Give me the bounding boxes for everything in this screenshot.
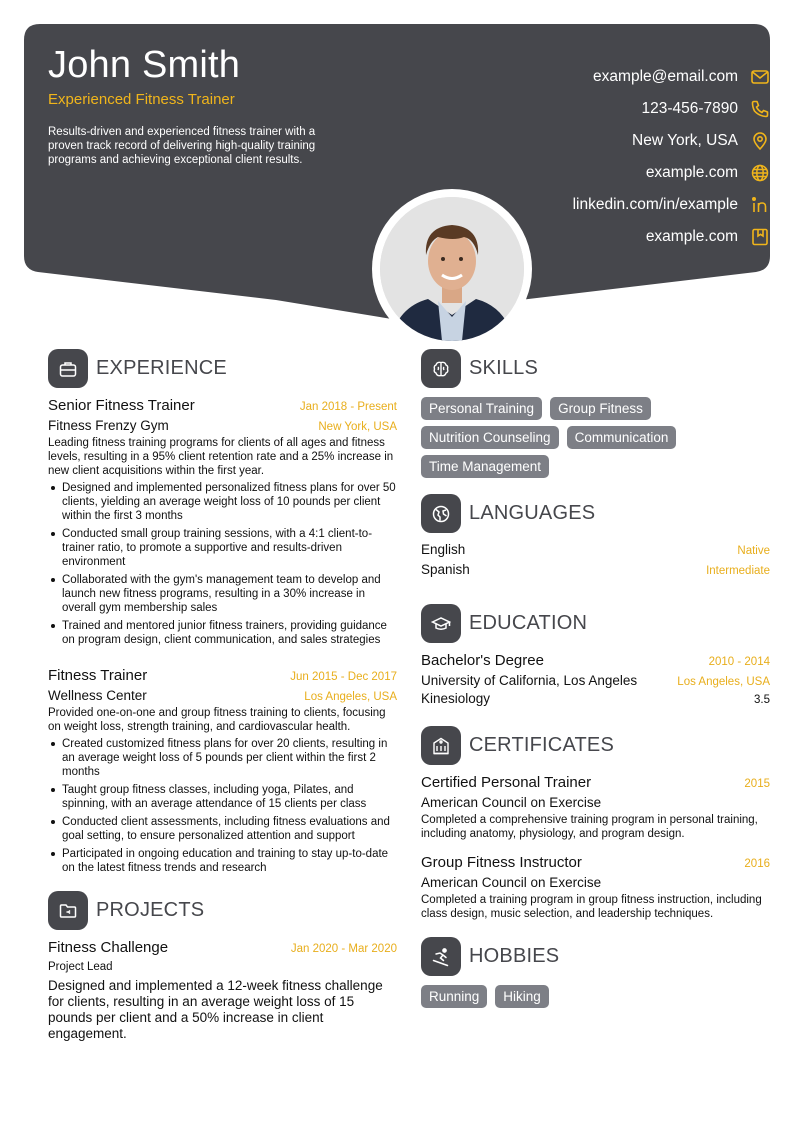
certificate-item (421, 774, 770, 841)
profile-photo-frame (372, 189, 532, 349)
institution-icon (421, 726, 461, 765)
brain-icon (421, 349, 461, 388)
certificates-title: CERTIFICATES (469, 734, 615, 756)
location-pin-icon (750, 131, 770, 151)
bullet-item: Participated in ongoing education and training to stay up-to-date on the latest fitness trends and research (48, 847, 397, 875)
briefcase-icon (48, 349, 88, 388)
certificate-description: Completed a comprehensive training program in personal training, including anatomy, physiology, and program design. (421, 814, 758, 840)
projects-header (48, 891, 397, 930)
language-level: Intermediate (706, 565, 770, 577)
phone-icon (750, 99, 770, 119)
contact-website-text[interactable]: example.com (645, 164, 738, 181)
skiing-icon (421, 937, 461, 976)
project-name: Fitness Challenge (48, 939, 169, 956)
contact-location (450, 125, 770, 157)
globe-icon (750, 163, 770, 183)
hobby-tag: Hiking (495, 985, 549, 1008)
contact-portfolio-text[interactable]: example.com (645, 228, 738, 245)
skill-tag: Group Fitness (550, 397, 651, 420)
profile-photo (380, 197, 524, 341)
linkedin-icon (750, 195, 770, 215)
hobbies-header (421, 937, 770, 976)
contact-phone[interactable] (450, 93, 770, 125)
hobbies-tags (421, 985, 770, 1014)
contact-linkedin-text[interactable]: linkedin.com/in/example (572, 196, 738, 213)
bullet-item: Created customized fitness plans for over 20 clients, resulting in an average weight loss of 5 pounds per client within the first 2 months (48, 737, 397, 779)
experience-item (48, 667, 397, 875)
experience-header (48, 349, 397, 388)
certificate-name: Certified Personal Trainer (421, 774, 592, 791)
education-item (421, 652, 770, 706)
experience-title: EXPERIENCE (96, 357, 227, 379)
bullet-item: Designed and implemented personalized fitness plans for over 50 clients, yielding an average weight loss of 10 pounds per client within the first 3 months (48, 481, 397, 523)
job-location: Los Angeles, USA (304, 691, 397, 703)
job-role: Senior Fitness Trainer (48, 397, 195, 414)
certificate-issuer: American Council on Exercise (421, 795, 602, 810)
language-row (421, 542, 770, 562)
candidate-name: John Smith (48, 44, 241, 86)
job-date: Jan 2018 - Present (299, 401, 397, 413)
job-bullets (48, 481, 397, 647)
languages-header (421, 494, 770, 533)
skill-tag: Nutrition Counseling (421, 426, 559, 449)
job-description: Leading fitness training programs for clients of all ages and fitness levels, resulting in a 95% client retention rate and a 25% increase in new client acquisitions within the first year. (48, 437, 394, 477)
field-of-study: Kinesiology (421, 691, 491, 706)
language-name: English (421, 542, 466, 557)
certificate-date: 2016 (744, 858, 770, 870)
skill-tag: Time Management (421, 455, 549, 478)
contact-email-text[interactable]: example@email.com (593, 68, 738, 85)
experience-item (48, 397, 397, 647)
bullet-item: Taught group fitness classes, including yoga, Pilates, and spinning, with an average attendance of 15 clients per class (48, 783, 397, 811)
project-role: Project Lead (48, 961, 113, 973)
bookmark-icon (750, 227, 770, 247)
skills-header (421, 349, 770, 388)
skill-tag: Personal Training (421, 397, 542, 420)
bullet-item: Trained and mentored junior fitness trainers, providing guidance on program design, client communication, and sales strategies (48, 619, 397, 647)
education-header (421, 604, 770, 643)
hobbies-title: HOBBIES (469, 945, 560, 967)
job-company: Fitness Frenzy Gym (48, 418, 169, 433)
language-icon (421, 494, 461, 533)
contact-location-text: New York, USA (632, 132, 738, 149)
languages-title: LANGUAGES (469, 502, 596, 524)
contact-phone-text[interactable]: 123-456-7890 (641, 100, 738, 117)
certificates-header (421, 726, 770, 765)
education-location: Los Angeles, USA (677, 676, 770, 688)
projects-title: PROJECTS (96, 899, 205, 921)
project-item (48, 939, 397, 1042)
language-row (421, 562, 770, 582)
bullet-item: Conducted client assessments, including fitness evaluations and goal setting, to ensure personalized attention and support (48, 815, 397, 843)
candidate-title: Experienced Fitness Trainer (48, 91, 235, 108)
project-date: Jan 2020 - Mar 2020 (290, 943, 397, 955)
certificate-issuer: American Council on Exercise (421, 875, 602, 890)
school: University of California, Los Angeles (421, 673, 638, 688)
bullet-item: Conducted small group training sessions, with a 4:1 client-to-trainer ratio, to promote a supportive and results-driven environment (48, 527, 397, 569)
job-bullets (48, 737, 397, 875)
language-name: Spanish (421, 562, 470, 577)
certificate-date: 2015 (744, 778, 770, 790)
contact-email[interactable] (450, 61, 770, 93)
folder-icon (48, 891, 88, 930)
left-column (48, 349, 397, 1042)
certificate-name: Group Fitness Instructor (421, 854, 582, 871)
project-description: Designed and implemented a 12-week fitness challenge for clients, resulting in an average weight loss of 15 pounds per client and a 50% increase in client engagement. (48, 978, 383, 1041)
degree: Bachelor's Degree (421, 652, 544, 669)
language-level: Native (737, 545, 770, 557)
job-company: Wellness Center (48, 688, 147, 703)
contact-website[interactable] (450, 157, 770, 189)
certificate-item (421, 854, 770, 921)
languages-list (421, 542, 770, 582)
skills-title: SKILLS (469, 357, 539, 379)
education-title: EDUCATION (469, 612, 588, 634)
hobby-tag: Running (421, 985, 487, 1008)
mail-icon (750, 67, 770, 87)
graduation-cap-icon (421, 604, 461, 643)
education-date: 2010 - 2014 (708, 656, 770, 668)
job-role: Fitness Trainer (48, 667, 148, 684)
job-date: Jun 2015 - Dec 2017 (290, 671, 397, 683)
job-location: New York, USA (318, 421, 397, 433)
right-column (421, 349, 770, 1014)
gpa: 3.5 (754, 694, 770, 706)
skills-tags (421, 397, 770, 484)
summary: Results-driven and experienced fitness trainer with a proven track record of delivering high-quality training programs and achieving exceptional client results. (48, 126, 316, 166)
job-description: Provided one-on-one and group fitness training to clients, focusing on weight loss, strength training, and cardiovascular health. (48, 707, 386, 733)
skill-tag: Communication (567, 426, 677, 449)
bullet-item: Collaborated with the gym's management team to develop and launch new fitness programs, resulting in a 30% increase in overall gym membership sales (48, 573, 397, 615)
certificate-description: Completed a training program in group fitness instruction, including class design, music selection, and leadership techniques. (421, 894, 762, 920)
